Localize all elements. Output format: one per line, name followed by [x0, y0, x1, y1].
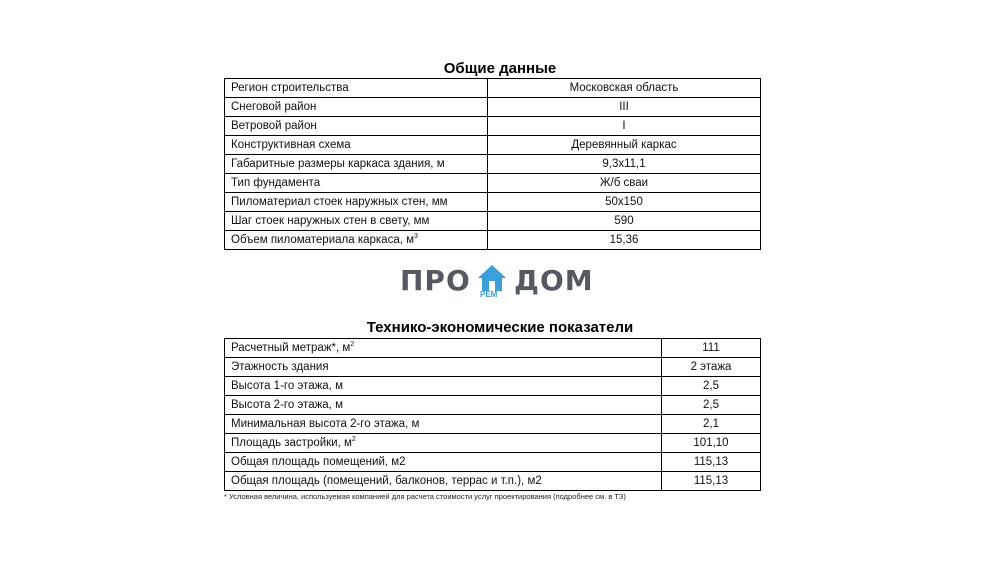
logo-text-right: ДОМ — [514, 264, 594, 297]
row-label: Регион строительства — [225, 79, 488, 98]
table-row — [225, 79, 761, 98]
row-value: 15,36 — [488, 231, 761, 250]
row-value: 115,13 — [662, 453, 761, 472]
row-label: Высота 2-го этажа, м — [225, 396, 662, 415]
table-row — [225, 396, 761, 415]
unit-superscript: 2 — [351, 436, 356, 444]
table-row — [225, 453, 761, 472]
row-label: Снеговой район — [225, 98, 488, 117]
row-label-text: Объем пиломатериала каркаса, м — [231, 234, 415, 246]
tech-indicators-title: Технико-экономические показатели — [366, 319, 634, 336]
table-row — [225, 358, 761, 377]
row-value: III — [488, 98, 761, 117]
row-value: 9,3х11,1 — [488, 155, 761, 174]
table-row — [225, 193, 761, 212]
row-value: 111 — [662, 339, 761, 358]
tech-indicators-table — [224, 338, 761, 491]
row-label: Общая площадь (помещений, балконов, террас и т.п.), м2 — [225, 472, 662, 491]
table-row — [225, 231, 761, 250]
row-value: Московская область — [488, 79, 761, 98]
unit-superscript: 2 — [350, 341, 355, 349]
general-data-table — [224, 78, 761, 250]
table-row — [225, 174, 761, 193]
row-value: I — [488, 117, 761, 136]
row-label-text: Расчетный метраж*, м — [231, 342, 351, 354]
table-row — [225, 434, 761, 453]
row-label — [225, 231, 488, 250]
row-label: Высота 1-го этажа, м — [225, 377, 662, 396]
row-label — [225, 434, 662, 453]
row-value: 2,5 — [662, 377, 761, 396]
row-label: Этажность здания — [225, 358, 662, 377]
row-label: Габаритные размеры каркаса здания, м — [225, 155, 488, 174]
row-value: 2 этажа — [662, 358, 761, 377]
row-label: Шаг стоек наружных стен в свету, мм — [225, 212, 488, 231]
row-label — [225, 339, 662, 358]
table-row — [225, 339, 761, 358]
logo-text-left: ПРО — [400, 264, 471, 297]
general-data-title: Общие данные — [443, 60, 557, 77]
row-label: Конструктивная схема — [225, 136, 488, 155]
unit-superscript: 3 — [414, 233, 418, 241]
row-value: 2,1 — [662, 415, 761, 434]
table-row — [225, 117, 761, 136]
row-value: Деревянный каркас — [488, 136, 761, 155]
row-value: Ж/б сваи — [488, 174, 761, 193]
row-value: 115,13 — [662, 472, 761, 491]
row-label: Общая площадь помещений, м2 — [225, 453, 662, 472]
row-label: Ветровой район — [225, 117, 488, 136]
row-value: 101,10 — [662, 434, 761, 453]
table-row — [225, 415, 761, 434]
table-row — [225, 212, 761, 231]
row-value: 2,5 — [662, 396, 761, 415]
table-row — [225, 98, 761, 117]
row-label-text: Площадь застройки, м — [231, 437, 352, 449]
row-label: Тип фундамента — [225, 174, 488, 193]
prodom-logo — [400, 262, 600, 302]
row-value: 50х150 — [488, 193, 761, 212]
footnote: * Условная величина, используемая компанией для расчета стоимости услуг проектирования (подробнее см. в ТЗ) — [224, 492, 626, 501]
row-value: 590 — [488, 212, 761, 231]
row-label: Пиломатериал стоек наружных стен, мм — [225, 193, 488, 212]
logo-subtext: РЕМ — [480, 290, 498, 299]
table-row — [225, 377, 761, 396]
table-row — [225, 472, 761, 491]
row-label: Минимальная высота 2-го этажа, м — [225, 415, 662, 434]
table-row — [225, 155, 761, 174]
table-row — [225, 136, 761, 155]
